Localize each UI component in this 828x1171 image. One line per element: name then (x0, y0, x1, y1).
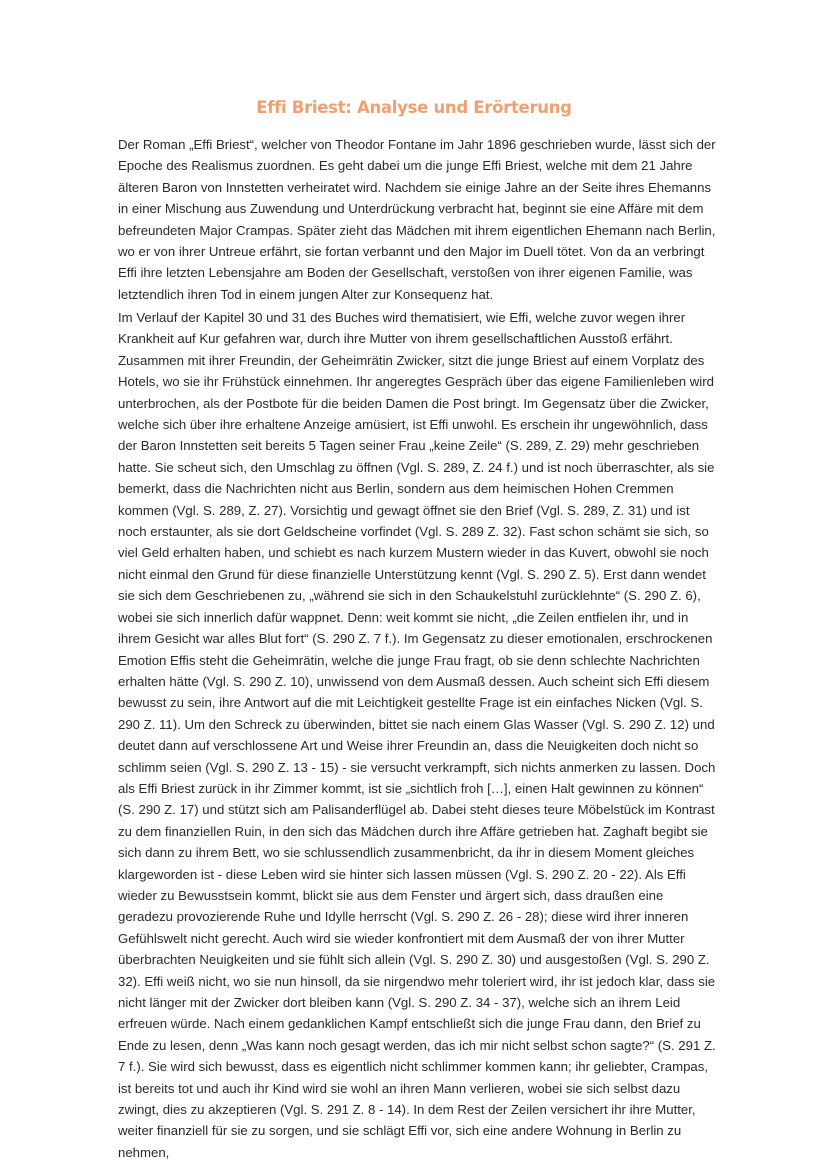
paragraph-analysis: Im Verlauf der Kapitel 30 und 31 des Buches wird thematisiert, wie Effi, welche zuvor wegen ihrer Krankheit auf Kur gefahren war, durch ihre Mutter von ihrem gesellschaftlichen Ausstoß erfährt. Zusammen mit ihrer Freundin, der Geheimrätin Zwicker, sitzt die junge Briest auf einem Vorplatz des Hotels, wo sie ihr Frühstück einnehmen. Ihr angeregtes Gespräch über das eigene Familienleben wird unterbrochen, als der Postbote für die beiden Damen die Post bringt. Im Gegensatz über die Zwicker, welche sich über ihre erhaltene Anzeige amüsiert, ist Effi unwohl. Es erschein ihr ungewöhnlich, dass der Baron Innstetten seit bereits 5 Tagen seiner Frau „keine Zeile“ (S. 289, Z. 29) mehr geschrieben hatte. Sie scheut sich, den Umschlag zu öffnen (Vgl. S. 289, Z. 24 f.) und ist noch überraschter, als sie bemerkt, dass die Nachrichten nicht aus Berlin, sondern aus dem heimischen Hohen Cremmen kommen (Vgl. S. 289, Z. 27). Vorsichtig und gewagt öffnet sie den Brief (Vgl. S. 289, Z. 31) und ist noch erstaunter, als sie dort Geldscheine vorfindet (Vgl. S. 289 Z. 32). Fast schon schämt sie sich, so viel Geld erhalten haben, und schiebt es nach kurzem Mustern wieder in das Kuvert, obwohl sie noch nicht einmal den Grund für diese finanzielle Unterstützung kennt (Vgl. S. 290 Z. 5). Erst dann wendet sie sich dem Geschriebenen zu, „während sie sich in den Schaukelstuhl zurücklehnte“ (S. 290 Z. 6), wobei sie sich innerlich dafür wappnet. Denn: weit kommt sie nicht, „die Zeilen entfielen ihr, und in ihrem Gesicht war alles Blut fort“ (S. 290 Z. 7 f.). Im Gegensatz zu dieser emotionalen, erschrockenen Emotion Effis steht die Geheimrätin, welche die junge Frau fragt, ob sie denn schlechte Nachrichten erhalten hätte (Vgl. S. 290 Z. 10), unwissend von dem Ausmaß dessen. Auch scheint sich Effi diesem bewusst zu sein, ihre Antwort auf die mit Leichtigkeit gestellte Frage ist ein einfaches Nicken (Vgl. S. 290 Z. 11). Um den Schreck zu überwinden, bittet sie nach einem Glas Wasser (Vgl. S. 290 Z. 12) und deutet dann auf verschlossene Art und Weise ihrer Freundin an, dass die Neuigkeiten doch nicht so schlimm seien (Vgl. S. 290 Z. 13 - 15) - sie versucht verkrampft, sich nichts anmerken zu lassen. Doch als Effi Briest zurück in ihr Zimmer kommt, ist sie „sichtlich froh […], einen Halt gewinnen zu können“ (S. 290 Z. 17) und stützt sich am Palisanderflügel ab. Dabei steht dieses teure Möbelstück im Kontrast zu dem finanziellen Ruin, in den sich das Mädchen durch ihre Affäre getrieben hat. Zaghaft begibt sie sich dann zu ihrem Bett, wo sie schlussendlich zusammenbricht, da ihr in diesem Moment gleiches klargeworden ist - diese Leben wird sie hinter sich lassen müssen (Vgl. S. 290 Z. 20 - 22). Als Effi wieder zu Bewusstsein kommt, blickt sie aus dem Fenster und ärgert sich, dass draußen eine geradezu provozierende Ruhe und Idylle herrscht (Vgl. S. 290 Z. 26 - 28); diese wird ihrer inneren Gefühlswelt nicht gerecht. Auch wird sie wieder konfrontiert mit dem Ausmaß der von ihrer Mutter überbrachten Neuigkeiten und sie fühlt sich allein (Vgl. S. 290 Z. 30) und ausgestoßen (Vgl. S. 290 Z. 32). Effi weiß nicht, wo sie nun hinsoll, da sie nirgendwo mehr toleriert wird, ihr ist jedoch klar, dass sie nicht länger mit der Zwicker dort bleiben kann (Vgl. S. 290 Z. 34 - 37), welche sich an ihrem Leid erfreuen würde. Nach einem gedanklichen Kampf entschließt sich die junge Frau dann, den Brief zu Ende zu lesen, denn „Was kann noch gesagt werden, das ich mir nicht selbst schon sagte?“ (S. 291 Z. 7 f.). Sie wird sich bewusst, dass es eigentlich nicht schlimmer kommen kann; ihr geliebter, Crampas, ist bereits tot und auch ihr Kind wird sie wohl an ihren Mann verlieren, wobei sie sich selbst dazu zwingt, dies zu akzeptieren (Vgl. S. 291 Z. 8 - 14). In dem Rest der Zeilen versichert ihr ihre Mutter, weiter finanziell für sie zu sorgen, und sie schlägt Effi vor, sich eine andere Wohnung in Berlin zu nehmen, (118, 310, 716, 1160)
document-title: Effi Briest: Analyse und Erörterung (256, 98, 572, 117)
paragraph-introduction: Der Roman „Effi Briest“, welcher von Theodor Fontane im Jahr 1896 geschrieben wurde, lässt sich der Epoche des Realismus zuordnen. Es geht dabei um die junge Effi Briest, welche mit dem 21 Jahre älteren Baron von Innstetten verheiratet wird. Nachdem sie einige Jahre an der Seite ihres Ehemanns in einer Mischung aus Zuwendung und Unterdrückung verbracht hat, beginnt sie eine Affäre mit dem befreundeten Major Crampas. Später zieht das Mädchen mit ihrem eigentlichen Ehemann nach Berlin, wo er von ihrer Untreue erfährt, sie fortan verbannt und den Major im Duell tötet. Von da an verbringt Effi ihre letzten Lebensjahre am Boden der Gesellschaft, verstoßen von ihrer eigenen Familie, was letztendlich ihren Tod in einem jungen Alter zur Konsequenz hat. (118, 137, 716, 302)
